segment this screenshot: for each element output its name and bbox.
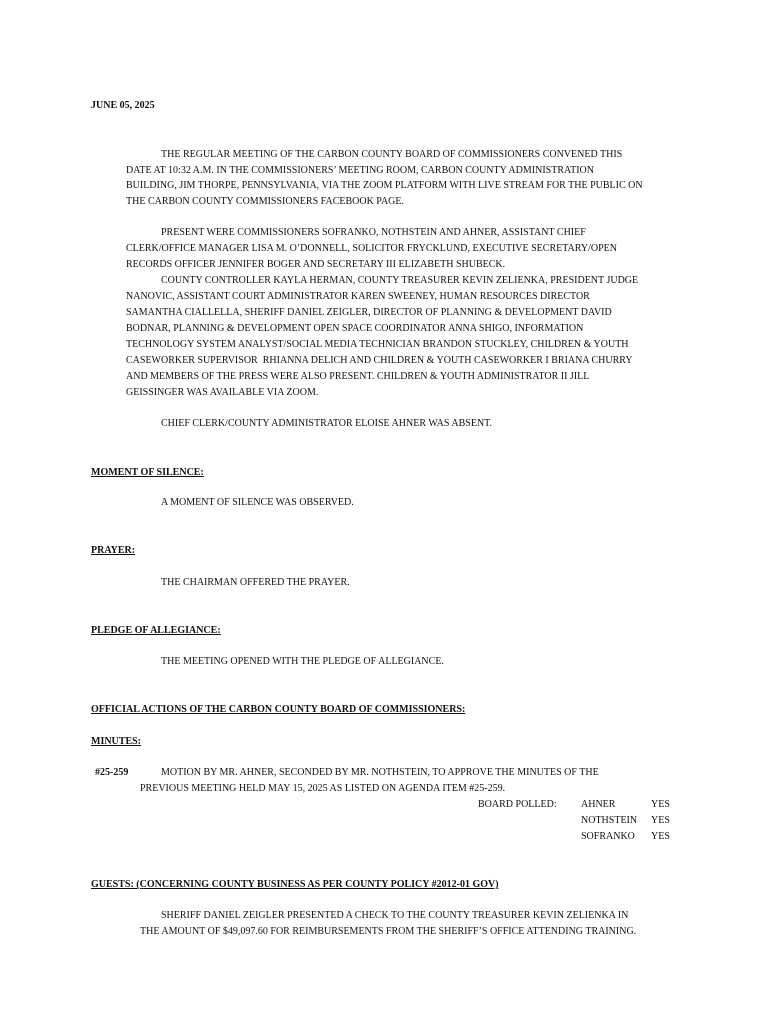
poll-name: AHNER xyxy=(581,799,616,810)
also-present-line: GEISSINGER WAS AVAILABLE VIA ZOOM. xyxy=(126,387,319,398)
silence-text: A MOMENT OF SILENCE WAS OBSERVED. xyxy=(161,497,354,508)
poll-vote: YES xyxy=(651,831,670,842)
section-heading-prayer: PRAYER: xyxy=(91,545,136,556)
intro-line: DATE AT 10:32 A.M. IN THE COMMISSIONERS’ MEETING ROOM, CARBON COUNTY ADMINISTRATION xyxy=(126,165,594,176)
intro-line: THE REGULAR MEETING OF THE CARBON COUNTY BOARD OF COMMISSIONERS CONVENED THIS xyxy=(161,149,623,160)
also-present-line: TECHNOLOGY SYSTEM ANALYST/SOCIAL MEDIA TECHNICIAN BRANDON STUCKLEY, CHILDREN & YOUTH xyxy=(126,339,629,350)
section-heading-guests: GUESTS: (CONCERNING COUNTY BUSINESS AS PER COUNTY POLICY #2012-01 GOV) xyxy=(91,879,499,890)
guests-line: THE AMOUNT OF $49,097.60 FOR REIMBURSEMENTS FROM THE SHERIFF’S OFFICE ATTENDING TRAINING. xyxy=(140,926,637,937)
pledge-text: THE MEETING OPENED WITH THE PLEDGE OF ALLEGIANCE. xyxy=(161,656,444,667)
also-present-line: COUNTY CONTROLLER KAYLA HERMAN, COUNTY TREASURER KEVIN ZELIENKA, PRESIDENT JUDGE xyxy=(161,275,639,286)
section-heading-pledge: PLEDGE OF ALLEGIANCE: xyxy=(91,625,221,636)
also-present-line: BODNAR, PLANNING & DEVELOPMENT OPEN SPACE COORDINATOR ANNA SHIGO, INFORMATION xyxy=(126,323,584,334)
present-line: PRESENT WERE COMMISSIONERS SOFRANKO, NOTHSTEIN AND AHNER, ASSISTANT CHIEF xyxy=(161,227,586,238)
poll-vote: YES xyxy=(651,799,670,810)
poll-vote: YES xyxy=(651,815,670,826)
also-present-line: AND MEMBERS OF THE PRESS WERE ALSO PRESENT. CHILDREN & YOUTH ADMINISTRATOR II JILL xyxy=(126,371,590,382)
section-heading-minutes: MINUTES: xyxy=(91,736,142,747)
poll-name: SOFRANKO xyxy=(581,831,635,842)
intro-line: BUILDING, JIM THORPE, PENNSYLVANIA, VIA THE ZOOM PLATFORM WITH LIVE STREAM FOR THE PUBLIC ON xyxy=(126,180,643,191)
section-heading-official-actions: OFFICIAL ACTIONS OF THE CARBON COUNTY BOARD OF COMMISSIONERS: xyxy=(91,704,466,715)
motion-line: MOTION BY MR. AHNER, SECONDED BY MR. NOTHSTEIN, TO APPROVE THE MINUTES OF THE xyxy=(161,767,599,778)
poll-name: NOTHSTEIN xyxy=(581,815,638,826)
agenda-item-number: #25-259 xyxy=(95,767,129,778)
board-polled-label: BOARD POLLED: xyxy=(478,799,557,810)
absent-line: CHIEF CLERK/COUNTY ADMINISTRATOR ELOISE AHNER WAS ABSENT. xyxy=(161,418,493,429)
section-heading-silence: MOMENT OF SILENCE: xyxy=(91,467,204,478)
also-present-line: CASEWORKER SUPERVISOR RHIANNA DELICH AND CHILDREN & YOUTH CASEWORKER I BRIANA CHURRY xyxy=(126,355,633,366)
present-line: CLERK/OFFICE MANAGER LISA M. O’DONNELL, SOLICITOR FRYCKLUND, EXECUTIVE SECRETARY/OPEN xyxy=(126,243,617,254)
also-present-line: NANOVIC, ASSISTANT COURT ADMINISTRATOR KAREN SWEENEY, HUMAN RESOURCES DIRECTOR xyxy=(126,291,590,302)
also-present-line: SAMANTHA CIALLELLA, SHERIFF DANIEL ZEIGLER, DIRECTOR OF PLANNING & DEVELOPMENT DAVID xyxy=(126,307,612,318)
meeting-date: JUNE 05, 2025 xyxy=(91,100,155,111)
guests-line: SHERIFF DANIEL ZEIGLER PRESENTED A CHECK TO THE COUNTY TREASURER KEVIN ZELIENKA IN xyxy=(161,910,629,921)
present-line: RECORDS OFFICER JENNIFER BOGER AND SECRETARY III ELIZABETH SHUBECK. xyxy=(126,259,506,270)
intro-line: THE CARBON COUNTY COMMISSIONERS FACEBOOK PAGE. xyxy=(126,196,404,207)
prayer-text: THE CHAIRMAN OFFERED THE PRAYER. xyxy=(161,577,350,588)
motion-line: PREVIOUS MEETING HELD MAY 15, 2025 AS LISTED ON AGENDA ITEM #25-259. xyxy=(140,783,506,794)
